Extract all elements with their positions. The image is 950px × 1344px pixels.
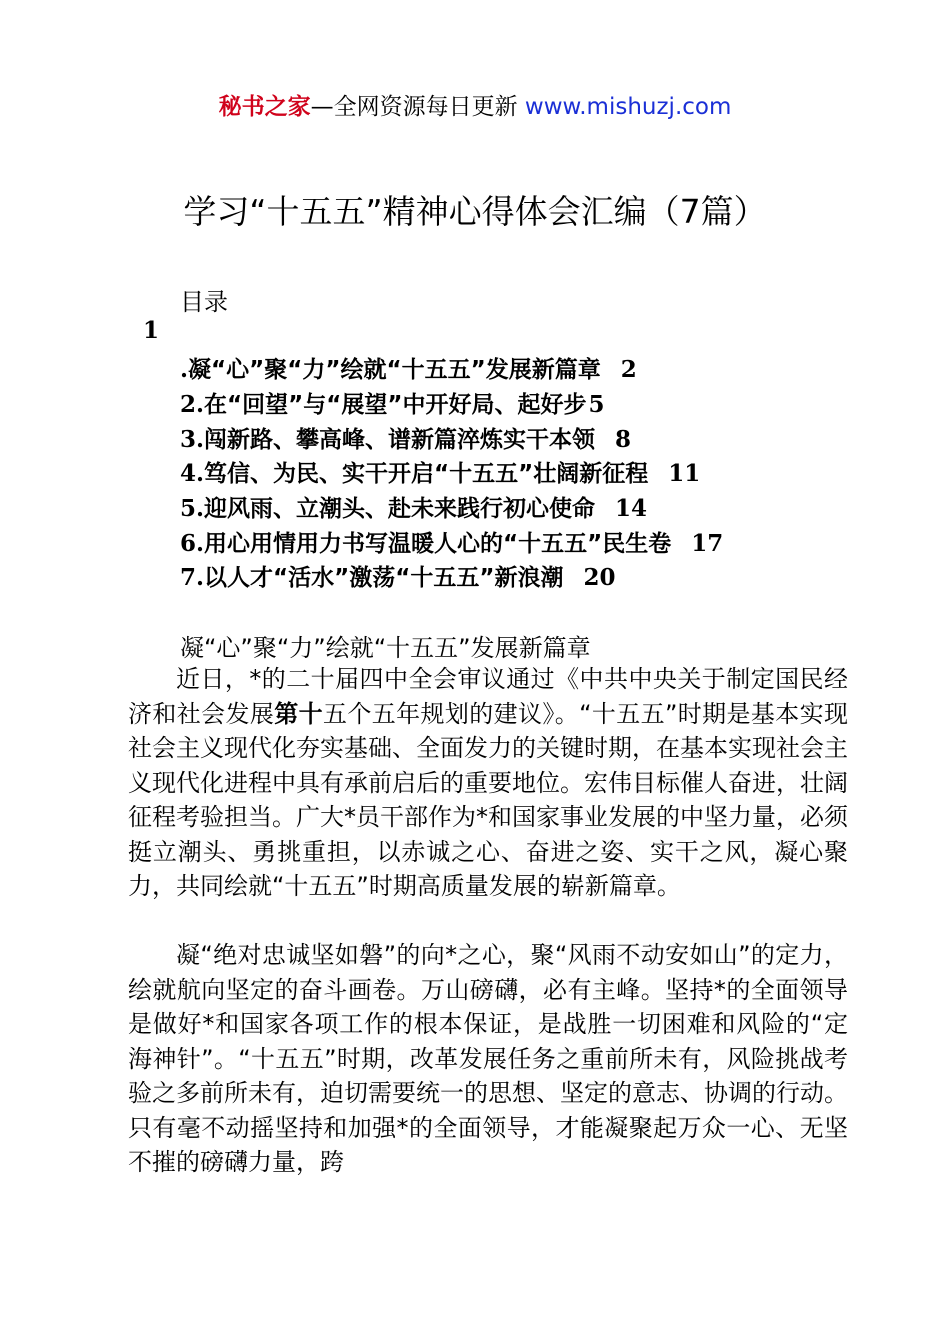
toc-item-page: 5 bbox=[588, 391, 605, 418]
toc-item-text: 迎风雨、立潮头、赴未来践行初心使命 bbox=[204, 496, 596, 522]
toc-item-page: 17 bbox=[691, 530, 724, 557]
toc-item-page: 14 bbox=[615, 495, 648, 522]
paragraph-text: 近日，*的二十届四中全会审议通过《中共中央关于制定国民经济和社会发展 bbox=[128, 665, 848, 728]
toc-item-text: 闯新路、攀高峰、谱新篇淬炼实干本领 bbox=[204, 427, 596, 453]
article-paragraph-1 bbox=[128, 662, 848, 904]
toc-item-page: 8 bbox=[615, 426, 632, 453]
toc-item-text: 笃信、为民、实干开启“十五五”壮阔新征程 bbox=[204, 461, 649, 487]
toc-item-number: 5. bbox=[180, 495, 205, 522]
toc-item-number: 7. bbox=[180, 564, 205, 591]
toc-item-page: 20 bbox=[583, 564, 616, 591]
toc-item-text: 凝“心”聚“力”绘就“十五五”发展新篇章 bbox=[188, 357, 601, 383]
toc-item-number: 6. bbox=[180, 530, 205, 557]
toc-item-page: 11 bbox=[668, 460, 701, 487]
banner-brand: 秘书之家 bbox=[218, 94, 311, 120]
toc-item-number: . bbox=[180, 356, 189, 383]
toc-item-number: 4. bbox=[180, 460, 205, 487]
banner-url-link[interactable]: www.mishuzj.com bbox=[524, 94, 732, 120]
site-banner bbox=[0, 88, 950, 121]
toc-item-5[interactable] bbox=[180, 490, 647, 523]
toc-item-number: 2. bbox=[180, 391, 205, 418]
toc-item-text: 用心用情用力书写温暖人心的“十五五”民生卷 bbox=[204, 531, 672, 557]
article-paragraph-2: 凝“绝对忠诚坚如磐”的向*之心，聚“风雨不动安如山”的定力，绘就航向坚定的奋斗画卷。万山磅礴，必有主峰。坚持*的全面领导是做好*和国家各项工作的根本保证，是战胜一切困难和风险的“定海神针”。“十五五”时期，改革发展任务之重前所未有，风险挑战考验之多前所未有，迫切需要统一的思想、坚定的意志、协调的行动。只有毫不动摇坚持和加强*的全面领导，才能凝聚起万众一心、无坚不摧的磅礴力量，跨 bbox=[128, 941, 848, 1176]
banner-slogan: —全网资源每日更新 bbox=[310, 94, 525, 120]
toc-item-text: 在“回望”与“展望”中开好局、起好步 bbox=[204, 392, 587, 418]
toc-item-1[interactable] bbox=[180, 351, 637, 384]
article-heading: 凝“心”聚“力”绘就“十五五”发展新篇章 bbox=[180, 634, 591, 662]
toc-item-7[interactable] bbox=[180, 559, 616, 592]
toc-item-text: 以人才“活水”激荡“十五五”新浪潮 bbox=[204, 565, 564, 591]
toc-item-number: 3. bbox=[180, 426, 205, 453]
toc-item-2[interactable] bbox=[180, 386, 605, 419]
toc-item-3[interactable] bbox=[180, 421, 631, 454]
paragraph-bold-text: 第十 bbox=[274, 699, 323, 728]
toc-first-number: 1 bbox=[143, 317, 160, 344]
toc-item-4[interactable] bbox=[180, 455, 700, 488]
paragraph-text: 五个五年规划的建议》。“十五五”时期是基本实现社会主义现代化夯实基础、全面发力的关键时期，在基本实现社会主义现代化进程中具有承前启后的重要地位。宏伟目标催人奋进，壮阔征程考验担当。广大*员干部作为*和国家事业发展的中坚力量，必须挺立潮头、勇挑重担，以赤诚之心、奋进之姿、实干之风，凝心聚力，共同绘就“十五五”时期高质量发展的崭新篇章。 bbox=[128, 699, 849, 900]
toc-item-page: 2 bbox=[620, 356, 637, 383]
document-title: 学习“十五五”精神心得体会汇编（7篇） bbox=[183, 192, 767, 231]
toc-label: 目录 bbox=[180, 288, 228, 316]
toc-item-6[interactable] bbox=[180, 525, 723, 558]
